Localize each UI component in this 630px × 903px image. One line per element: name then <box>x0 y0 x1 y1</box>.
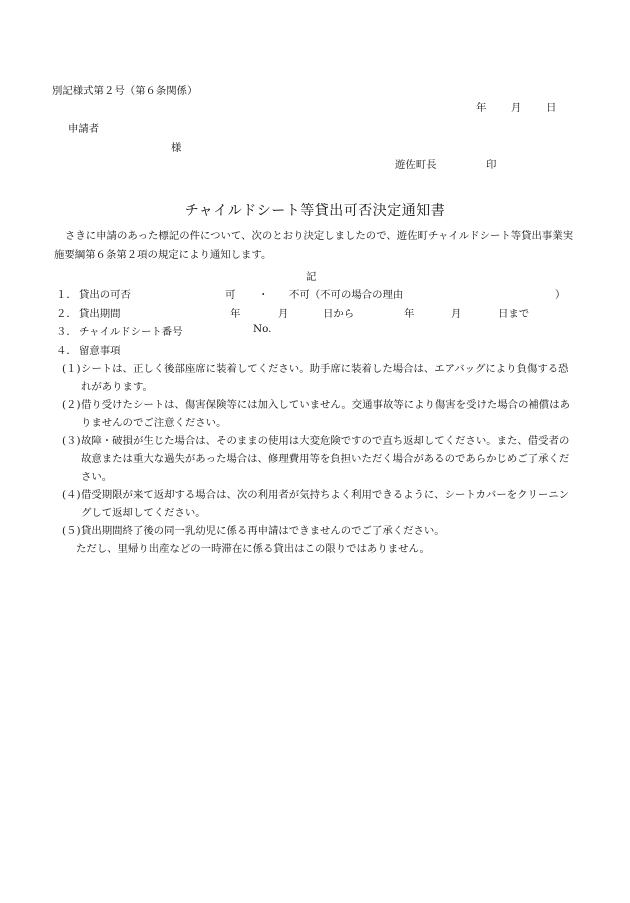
list-item <box>62 522 572 540</box>
period-end-day: 日まで <box>498 308 530 320</box>
period-start-day: 日から <box>323 308 355 320</box>
notes-list <box>62 360 572 558</box>
form-number: 別記様式第２号（第６条関係） <box>52 85 198 97</box>
applicant-label: 申請者 <box>68 123 100 135</box>
date-year: 年 <box>476 102 487 114</box>
date-month: 月 <box>511 102 522 114</box>
item-number: ３． <box>56 326 77 338</box>
note-text: 故障・破損が生じた場合は、そのままの使用は大変危険ですので直ち返却してください。また、借受者の故意または重大な過失があった場合は、修理費用等を負担いただく場合があるのであらかじめご了承ください。 <box>81 435 570 483</box>
period-end-month: 月 <box>451 308 462 320</box>
availability-close-paren: ） <box>555 289 566 301</box>
honorific: 様 <box>171 142 182 154</box>
item-label-period: 貸出期間 <box>79 308 121 320</box>
item-number: ２． <box>56 308 77 320</box>
period-end-year: 年 <box>404 308 415 320</box>
intro-paragraph: さきに申請のあった標記の件について、次のとおり決定しましたので、遊佐町チャイルドシート等貸出事業実施要綱第６条第２項の規定により通知します。 <box>54 230 574 261</box>
list-item <box>62 486 572 522</box>
page-title: チャイルドシート等貸出可否決定通知書 <box>184 203 446 219</box>
period-start-year: 年 <box>230 308 241 320</box>
seat-number-no: No. <box>253 323 272 335</box>
availability-separator: ・ <box>258 289 269 301</box>
item-number: ４． <box>56 345 77 357</box>
note-number: (３) <box>62 435 81 447</box>
note-text: 借り受けたシートは、傷害保険等には加入していません。交通事故等により傷害を受けた場合の補償はありませんのでご注意ください。 <box>81 399 570 429</box>
list-item <box>62 396 572 432</box>
item-label-availability: 貸出の可否 <box>79 289 131 301</box>
item-label-seat-number: チャイルドシート番号 <box>79 326 183 338</box>
period-start-month: 月 <box>278 308 289 320</box>
note-text: シートは、正しく後部座席に装着してください。助手席に装着した場合は、エアバッグにより負傷する恐れがあります。 <box>81 363 569 393</box>
seal-mark: 印 <box>486 159 497 171</box>
item-number: １． <box>56 289 77 301</box>
note-number: (５) <box>62 525 81 537</box>
note-number: (１) <box>62 363 81 375</box>
note-continuation: ただし、里帰り出産などの一時滞在に係る貸出はこの限りではありません。 <box>76 543 430 555</box>
list-item <box>62 360 572 396</box>
list-item <box>62 432 572 486</box>
note-number: (４) <box>62 489 81 501</box>
availability-ok: 可 <box>225 289 236 301</box>
note-text: 貸出期間終了後の同一乳幼児に係る再申請はできませんのでご了承ください。 <box>81 525 445 537</box>
note-number: (２) <box>62 399 81 411</box>
item-label-notes: 留意事項 <box>79 345 121 357</box>
ki-heading: 記 <box>306 271 317 283</box>
note-text: 借受期限が来て返却する場合は、次の利用者が気持ちよく利用できるように、シートカバーをクリーニングして返却してください。 <box>81 489 570 519</box>
date-day: 日 <box>546 102 557 114</box>
availability-ng: 不可（不可の場合の理由 <box>289 289 404 301</box>
issuer: 遊佐町長 <box>395 159 437 171</box>
